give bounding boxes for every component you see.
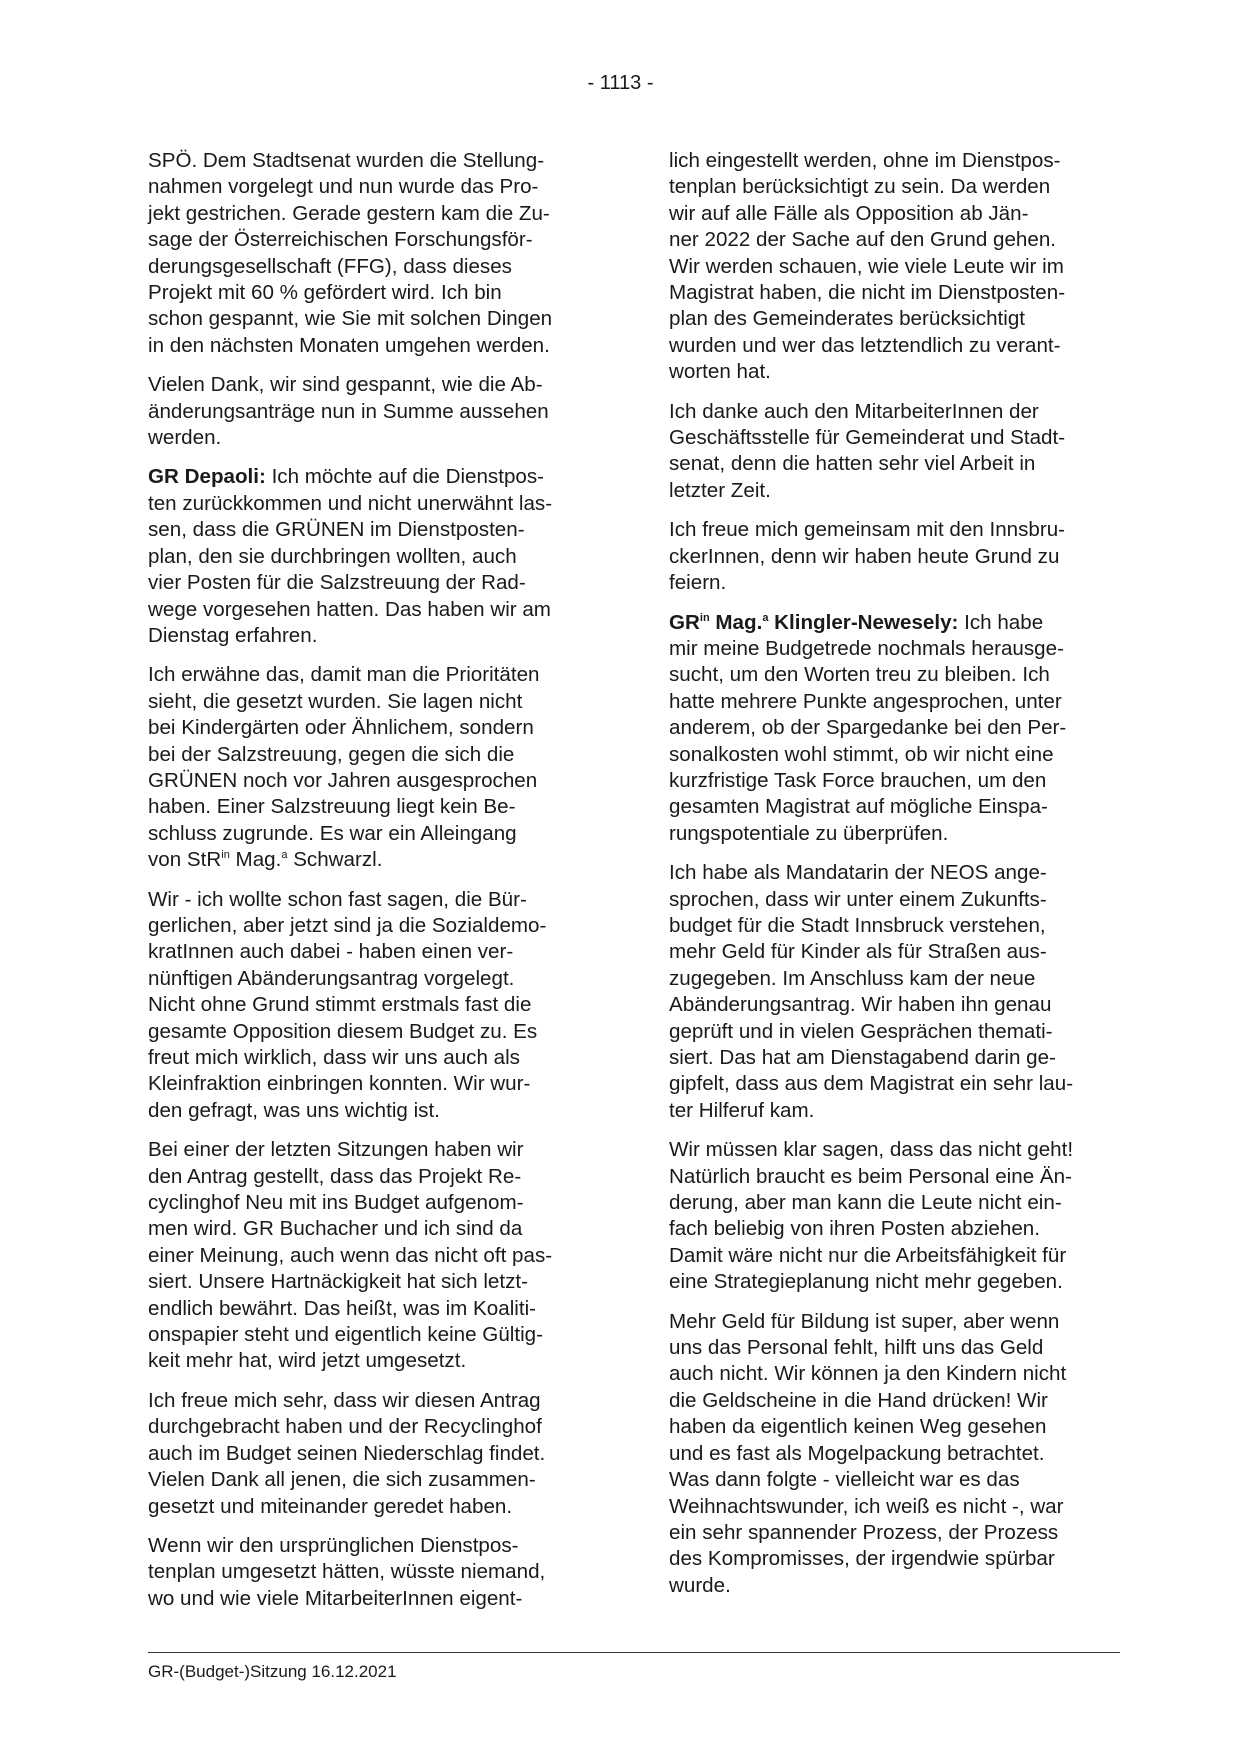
footer-divider — [148, 1652, 1120, 1653]
paragraph: Wenn wir den ursprünglichen Dienstpos- tenplan umgesetzt hätten, wüsste niemand, wo und wie viele MitarbeiterInnen eigent- — [148, 1533, 546, 1610]
superscript: a — [762, 611, 769, 624]
paragraph: Mehr Geld für Bildung ist super, aber wenn uns das Personal fehlt, hilft uns das Geld auch nicht. Wir können ja den Kindern nicht die Geldscheine in die Hand drücken! Wir haben da eigentlich keinen Weg gesehen und es fast als Mogelpackung betrachtet. Was dann folgte - vielleicht war es das Weihnachtswunder, ich weiß es nicht -, war ein sehr spannender Prozess, der Prozess des Kompromisses, der irgendwie spürbar wurde. — [669, 1309, 1067, 1597]
paragraph: Wir - ich wollte schon fast sagen, die Bür- gerlichen, aber jetzt sind ja die Sozialdemo- kratInnen auch dabei - haben einen ver- nünftigen Abänderungsantrag vorgelegt. Nicht ohne Grund stimmt erstmals fast die gesamte Opposition diesem Budget zu. Es freut mich wirklich, dass wir uns auch als Kleinfraktion einbringen konnten. Wir wur- den gefragt, was uns wichtig ist. — [148, 887, 547, 1122]
paragraph: Ich freue mich sehr, dass wir diesen Antrag durchgebracht haben und der Recyclinghof auch im Budget seinen Niederschlag findet. Vielen Dank all jenen, die sich zusammen- gesetzt und miteinander geredet haben. — [148, 1388, 546, 1518]
superscript: in — [221, 849, 230, 862]
text-fragment: GR — [669, 610, 700, 634]
paragraph: Wir müssen klar sagen, dass das nicht geht! Natürlich braucht es beim Personal eine Än- derung, aber man kann die Leute nicht ein- fach beliebig von ihren Posten abziehen. Damit wäre nicht nur die Arbeitsfähigkeit für eine Strategieplanung nicht mehr gegeben. — [669, 1138, 1074, 1294]
paragraph: Ich freue mich gemeinsam mit den Innsbru- ckerInnen, denn wir haben heute Grund zu feiern. — [669, 518, 1066, 595]
text-fragment: Schwarzl. — [287, 848, 383, 872]
paragraph: lich eingestellt werden, ohne im Dienstpos- tenplan berücksichtigt zu sein. Da werden wir auf alle Fälle als Opposition ab Jän- ner 2022 der Sache auf den Grund gehen. Wir werden schauen, wie viele Leute wir im Magistrat haben, die nicht im Dienstposten- plan des Gemeinderates berücksichtigt wurden und wer das letztendlich zu verant- worten hat. — [669, 149, 1066, 384]
paragraph-text: Ich erwähne das, damit man die Prioritäten sieht, die gesetzt wurden. Sie lagen nicht bei Kindergärten oder Ähnlichem, sondern bei der Salzstreuung, gegen die sich die GRÜNEN noch vor Jahren ausgesprochen haben. Einer Salzstreuung liegt kein Be- schluss zugrunde. Es war ein Alleingang — [148, 663, 540, 845]
text-fragment: Mag. — [229, 848, 282, 872]
paragraph — [669, 610, 1119, 848]
superscript: a — [281, 849, 288, 862]
paragraph: SPÖ. Dem Stadtsenat wurden die Stellung- nahmen vorgelegt und nun wurde das Pro- jekt gestrichen. Gerade gestern kam die Zu- sage der Österreichischen Forschungsför- derungsgesellschaft (FFG), dass dieses Projekt mit 60 % gefördert wird. Ich bin schon gespannt, wie Sie mit solchen Dingen in den nächsten Monaten umgehen werden. — [148, 149, 553, 357]
text-fragment: Klingler-Newesely: — [768, 610, 959, 634]
speaker-name: GR Depaoli: — [148, 465, 266, 489]
text-fragment: Mag. — [709, 610, 763, 634]
paragraph: Ich danke auch den MitarbeiterInnen der Geschäftsstelle für Gemeinderat und Stadt- senat, denn die hatten sehr viel Arbeit in letzter Zeit. — [669, 399, 1066, 502]
paragraph — [148, 464, 598, 649]
text-fragment: von StR — [148, 848, 222, 872]
paragraph-text: ten zurückkommen und nicht unerwähnt las- sen, dass die GRÜNEN im Dienstposten- plan, den sie durchbringen wollten, auch vier Posten für die Salzstreuung der Rad- wege vorgesehen hatten. Das haben wir am Dienstag erfahren. — [148, 491, 553, 647]
paragraph-text: Ich habe — [958, 610, 1044, 634]
footer-session-label: GR-(Budget-)Sitzung 16.12.2021 — [148, 1662, 397, 1681]
paragraph-text: Ich möchte auf die Dienstpos- — [265, 465, 545, 489]
paragraph: Vielen Dank, wir sind gespannt, wie die Ab- änderungsanträge nun in Summe aussehen werden. — [148, 373, 549, 450]
paragraph-text: mir meine Budgetrede nochmals herausge- sucht, um den Worten treu zu bleiben. Ich hatte mehrere Punkte angesprochen, unter anderem, ob der Spargedanke bei den Per- sonalkosten wohl stimmt, ob wir nicht eine kurzfristige Task Force brauchen, um den gesamten Magistrat auf mögliche Einspa- rungspotentiale zu überprüfen. — [669, 636, 1067, 845]
page-number: - 1113 - — [587, 72, 654, 94]
left-column — [148, 148, 598, 1612]
paragraph — [148, 662, 598, 873]
right-column — [669, 148, 1119, 1599]
paragraph: Bei einer der letzten Sitzungen haben wir den Antrag gestellt, dass das Projekt Re- cyclinghof Neu mit ins Budget aufgenom- men wird. GR Buchacher und ich sind da einer Meinung, auch wenn das nicht oft pas- siert. Unsere Hartnäckigkeit hat sich letzt- endlich bewährt. Das heißt, was im Koaliti- onspapier steht und eigentlich keine Gültig- keit mehr hat, wird jetzt umgesetzt. — [148, 1138, 553, 1373]
speaker-name — [669, 611, 958, 634]
superscript: in — [699, 611, 710, 624]
paragraph: Ich habe als Mandatarin der NEOS ange- sprochen, dass wir unter einem Zukunfts- budget für die Stadt Innsbruck verstehen, mehr Geld für Kinder als für Straßen aus- zugegeben. Im Anschluss kam der neue Abänderungsantrag. Wir haben ihn genau geprüft und in vielen Gesprächen themati- siert. Das hat am Dienstagabend darin ge- gipfelt, dass aus dem Magistrat ein sehr lau- ter Hilferuf kam. — [669, 861, 1074, 1122]
